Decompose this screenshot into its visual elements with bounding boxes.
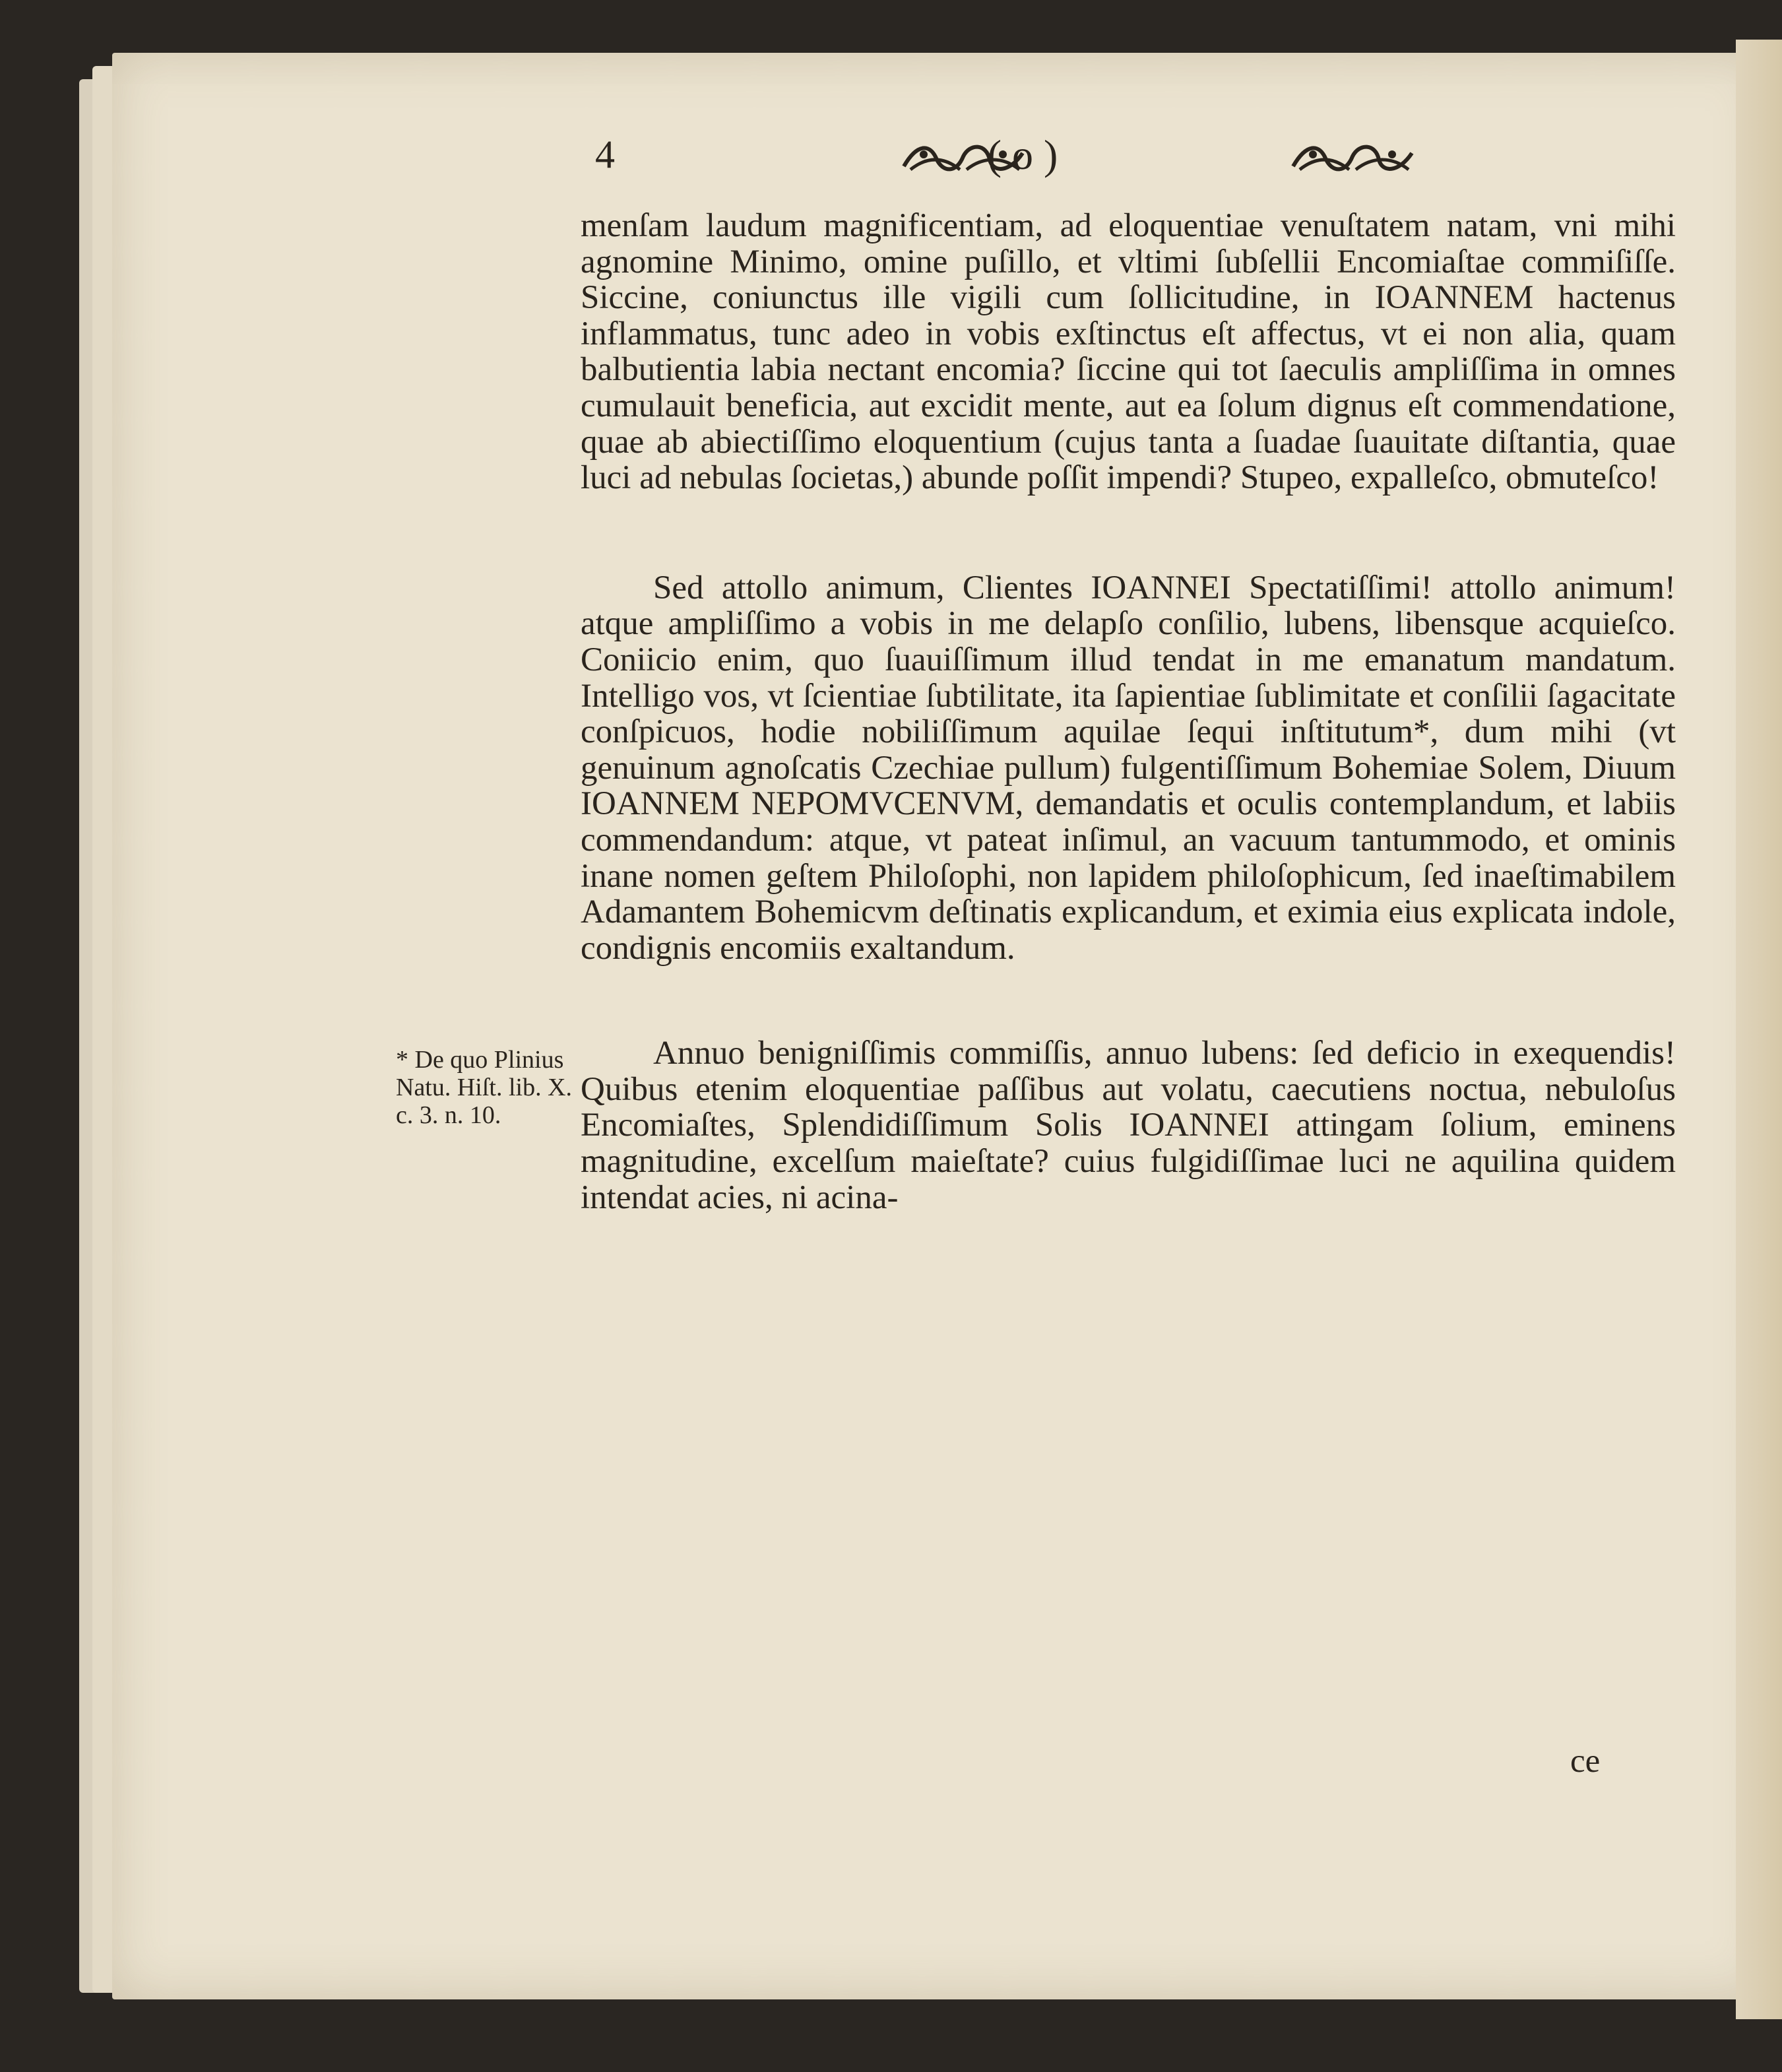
page-number: 4 xyxy=(595,133,615,176)
body-text xyxy=(581,208,1676,1215)
running-head: ( o ) xyxy=(987,131,1058,178)
facing-page-edge xyxy=(1736,40,1782,2019)
marginal-footnote: * De quo Plinius Natu. Hiſt. lib. X. c. 3. n. 10. xyxy=(396,1046,573,1129)
catchword: ce xyxy=(1570,1743,1601,1780)
paragraph: menſam laudum magnificentiam, ad eloquentiae venuſtatem natam, vni mihi agnomine Minimo, omine puſillo, et vltimi ſubſellii Encomiaſtae commiſiſſe. Siccine, coniunctus ille vigili cum ſollicitudine, in IOANNEM hactenus inflammatus, tunc adeo in vobis exſtinctus eſt affectus, vt ei non alia, quam balbutientia labia nectant encomia? ſiccine qui tot ſaeculis ampliſſima in omnes cumulauit beneficia, aut excidit mente, aut ea ſolum dignus eſt commendatione, quae ab abiectiſſimo eloquentium (cujus tanta a ſuadae ſuauitate diſtantia, quae luci ad nebulas ſocietas,) abunde poſſit impendi? Stupeo, expalleſco, obmuteſco! xyxy=(581,207,1676,497)
page-header xyxy=(587,132,1458,191)
paragraph: Annuo benigniſſimis commiſſis, annuo lubens: ſed deficio in exequendis! Quibus etenim eloquentiae paſſibus aut volatu, caecutiens noctua, nebuloſus Encomiaſtes, Splendidiſſimum Solis IOANNEI attingam ſolium, eminens magnitudine, excelſum maieſtate? cuius fulgidiſſimae luci ne aquilina quidem intendat acies, ni acina- xyxy=(581,1035,1676,1216)
printer-ornament-icon xyxy=(1287,140,1418,177)
paragraph: Sed attollo animum, Clientes IOANNEI Spectatiſſimi! attollo animum! atque ampliſſimo a vobis in me delapſo conſilio, lubens, libensque acquieſco. Coniicio enim, quo ſuauiſſimum illud tendat in me emanatum mandatum. Intelligo vos, vt ſcientiae ſubtilitate, ita ſapientiae ſublimitate et conſilii ſagacitate conſpicuos, hodie nobiliſſimum aquilae ſequi inſtitutum*, dum mihi (vt genuinum agnoſcatis Czechiae pullum) fulgentiſſimum Bohemiae Solem, Diuum IOANNEM NEPOMVCENVM, demandatis et oculis contemplandum, et labiis commendandum: atque, vt pateat inſimul, an vacuum tantummodo, et ominis inane nomen geſtem Philoſophi, non lapidem philoſophicum, ſed inaeſtimabilem Adamantem Bohemicvm deſtinatis explicandum, et eximia eius explicata indole, condignis encomiis exaltandum. xyxy=(581,569,1676,967)
